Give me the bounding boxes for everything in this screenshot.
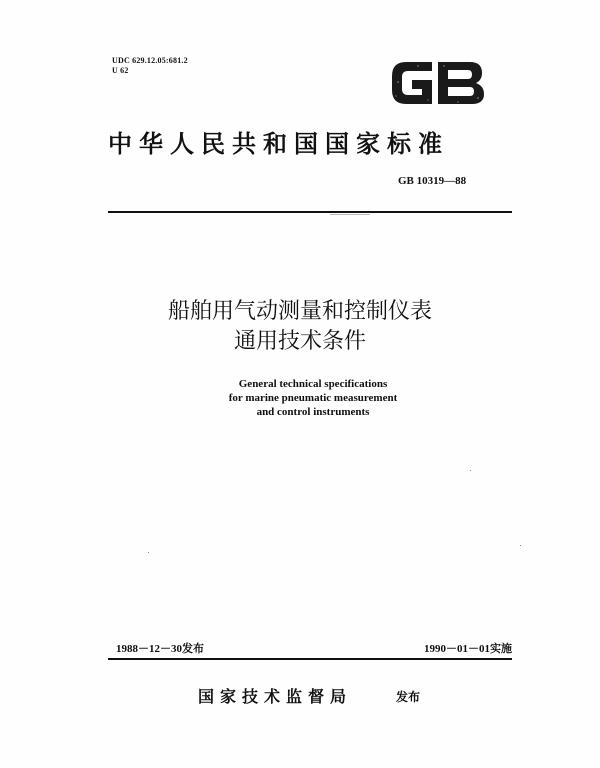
publisher-name: 国家技术监督局	[198, 687, 353, 706]
issue-date: 1988－12－30发布	[116, 643, 204, 655]
gb-logo	[388, 58, 488, 108]
document-title-en-line3: and control instruments	[256, 406, 370, 418]
bottom-divider	[108, 658, 512, 660]
scan-artifact	[520, 545, 521, 546]
scan-artifact	[148, 552, 149, 553]
scan-artifact	[330, 214, 370, 215]
udc-classification	[112, 56, 188, 76]
udc-sub-code: U 62	[112, 66, 129, 75]
document-title-en-line2: for marine pneumatic measurement	[228, 392, 398, 404]
document-title-en-line1: General technical specifications	[238, 378, 388, 390]
document-title-cn-line2: 通用技术条件	[233, 329, 366, 354]
scan-artifact	[470, 470, 471, 471]
document-title-cn-line1: 船舶用气动测量和控制仪表	[167, 299, 432, 324]
publisher-suffix: 发布	[396, 690, 421, 704]
top-divider	[108, 211, 512, 213]
standard-number: GB 10319—88	[398, 175, 467, 187]
udc-code: UDC 629.12.05:681.2	[112, 56, 188, 65]
implementation-date: 1990－01－01实施	[424, 643, 512, 655]
national-standard-title: 中华人民共和国国家标准	[108, 130, 449, 158]
